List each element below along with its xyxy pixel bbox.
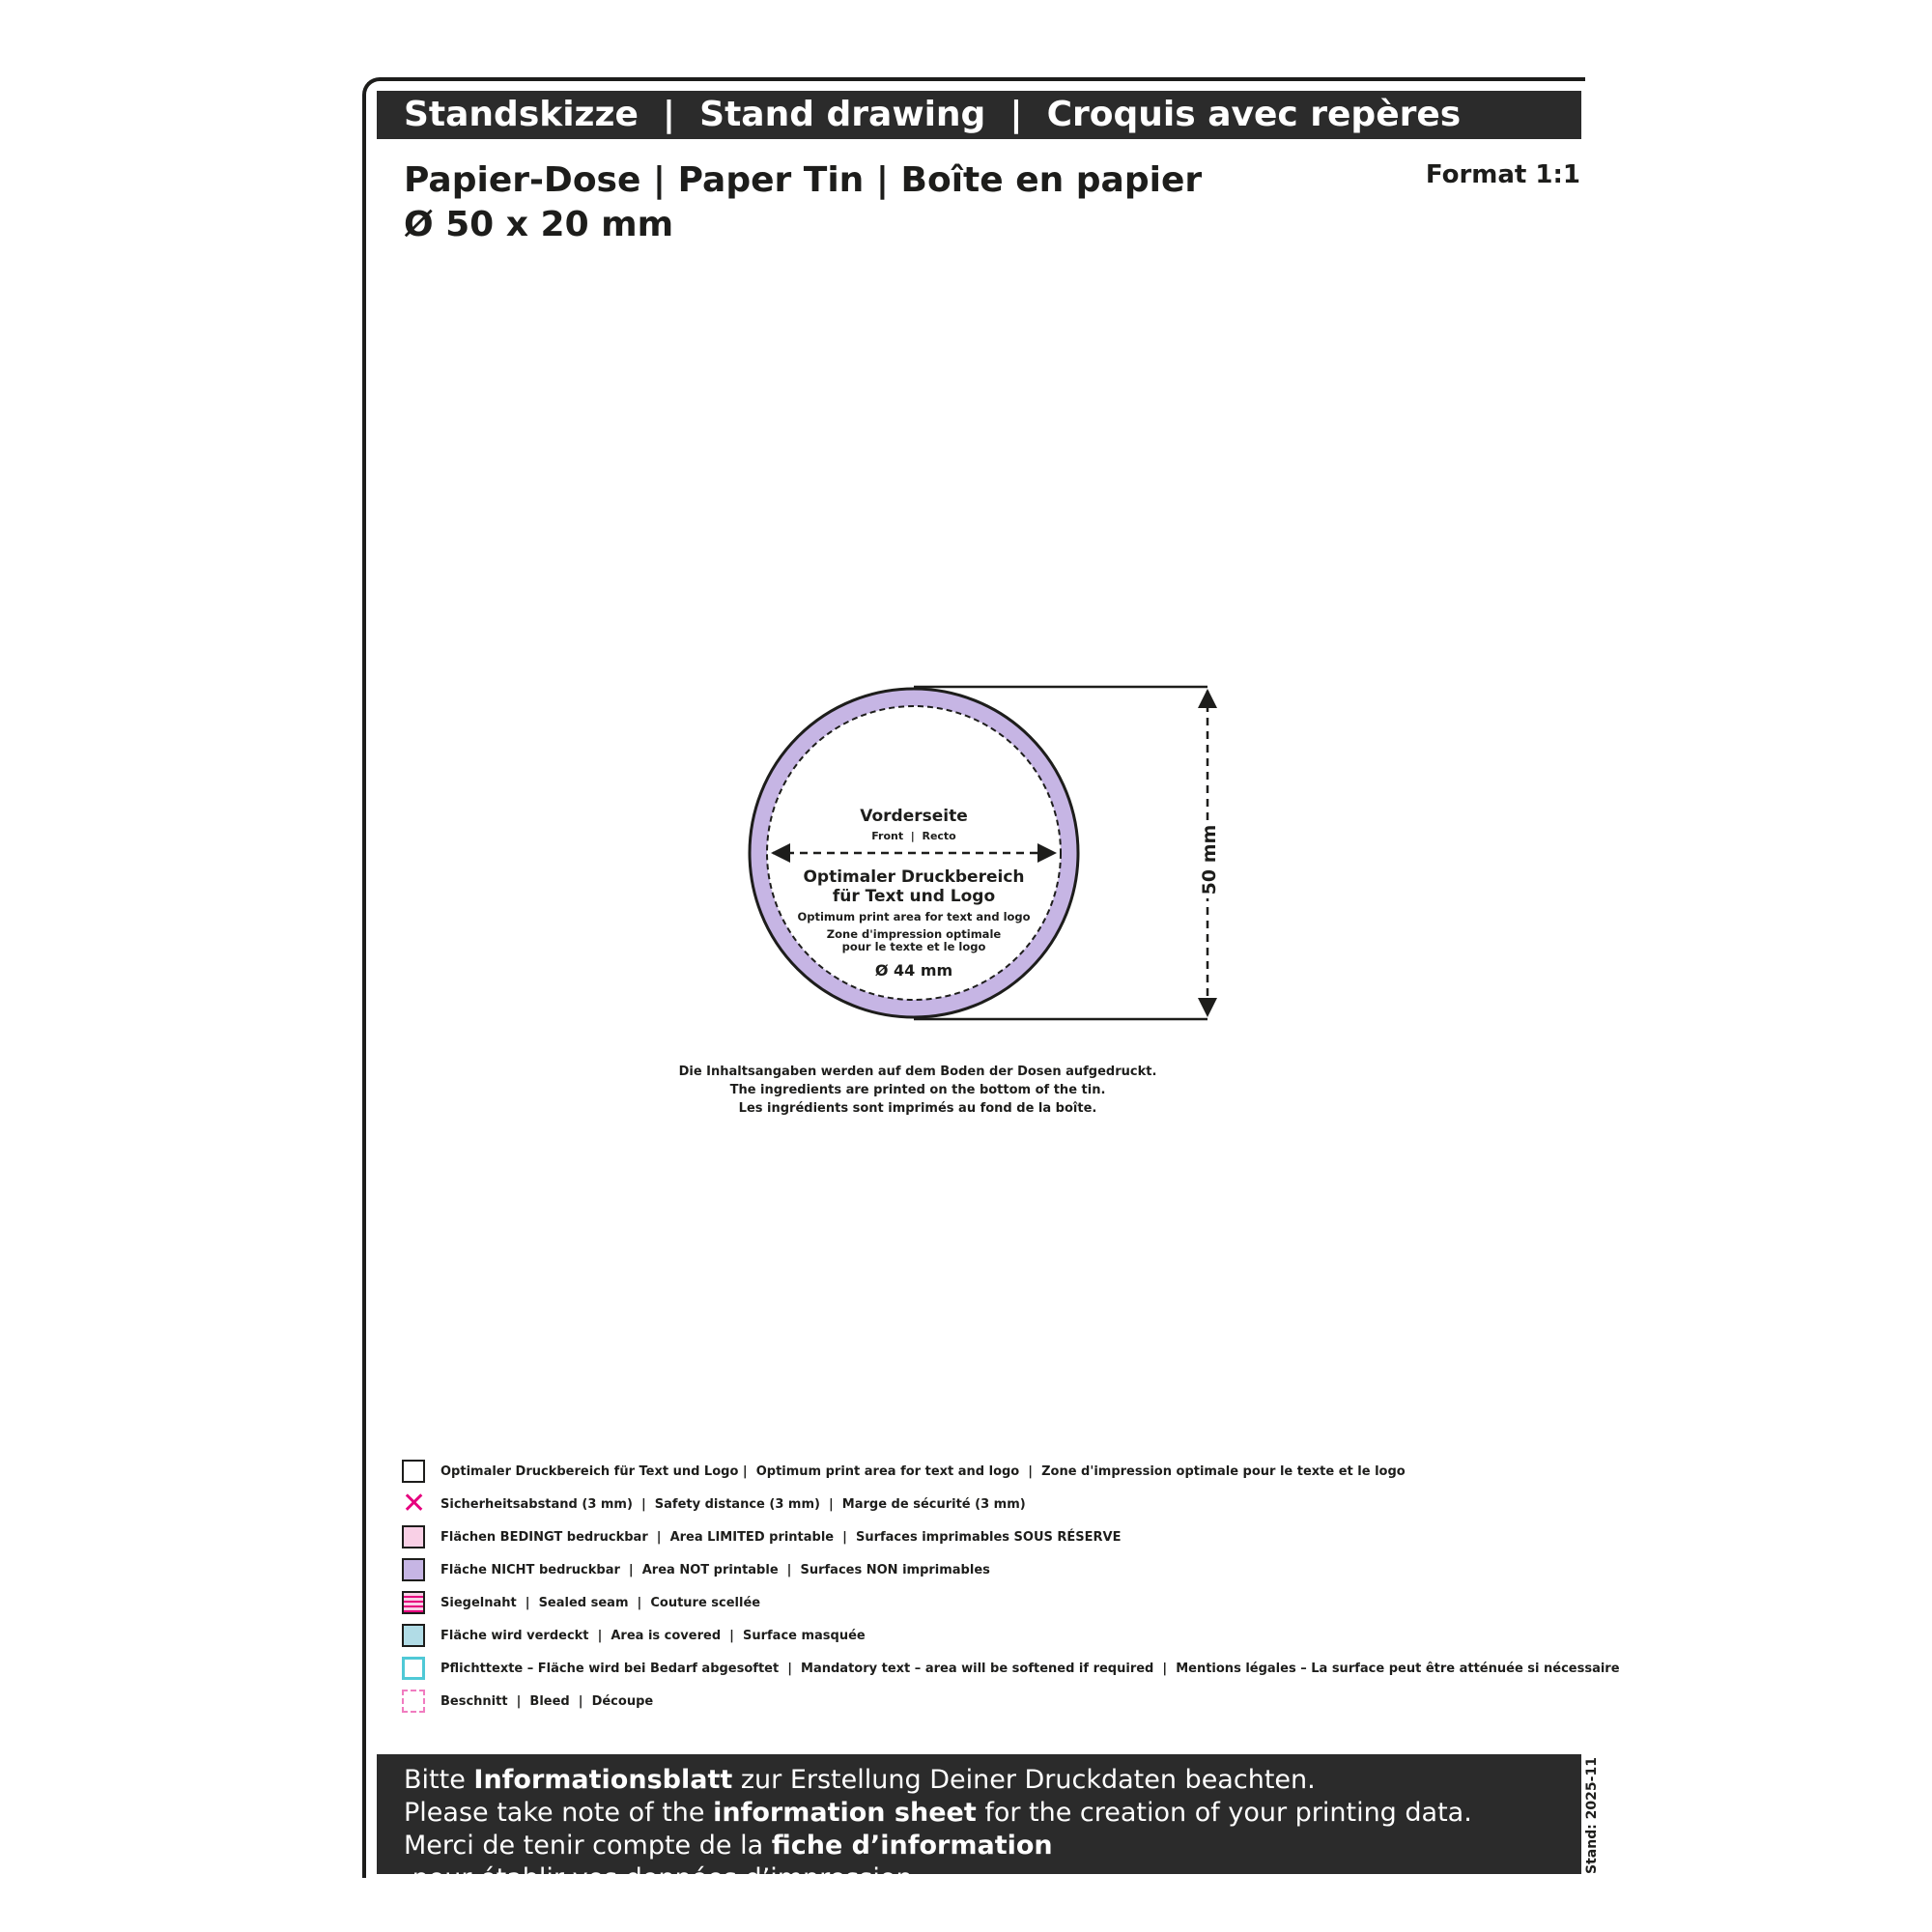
legend-item — [402, 1488, 1620, 1520]
mandatory-text-swatch-icon — [402, 1657, 425, 1680]
footer-line-fr — [404, 1830, 1554, 1895]
inner-diameter-label: Ø 44 mm — [874, 961, 953, 980]
sealed-seam-swatch-icon — [402, 1591, 425, 1614]
info-sheet-link-fr[interactable]: fiche d’information — [771, 1831, 1053, 1861]
legend-label: Fläche NICHT bedruckbar | Area NOT printable | Surfaces NON imprimables — [440, 1562, 990, 1577]
note-en: The ingredients are printed on the bottom of the tin. — [729, 1083, 1106, 1097]
footer-text: pour établir vos données d’impression. — [404, 1863, 922, 1893]
footer-line-en — [404, 1797, 1554, 1830]
legend-item — [402, 1685, 1620, 1718]
legend-item — [402, 1520, 1620, 1553]
legend-label: Beschnitt | Bleed | Découpe — [440, 1693, 654, 1709]
legend-item — [402, 1652, 1620, 1685]
note-fr: Les ingrédients sont imprimés au fond de la boîte. — [738, 1101, 1097, 1116]
print-area-fr-1: Zone d'impression optimale — [826, 927, 1002, 941]
legend — [402, 1455, 1620, 1718]
print-area-de-1: Optimaler Druckbereich — [803, 867, 1025, 887]
legend-item — [402, 1455, 1620, 1488]
optimal-area-swatch-icon — [402, 1460, 425, 1483]
height-dimension-label: 50 mm — [1199, 824, 1220, 895]
info-sheet-link-en[interactable]: information sheet — [713, 1798, 977, 1828]
footer-text: Bitte — [404, 1765, 474, 1795]
revision-stamp: Stand: 2025-11 — [1584, 1757, 1600, 1874]
print-area-en: Optimum print area for text and logo — [797, 910, 1031, 923]
header-title: Standskizze | Stand drawing | Croquis avec repères — [404, 95, 1462, 134]
legend-label: Optimaler Druckbereich für Text und Logo | Optimum print area for text and logo | Zone d'impression optimale pour le texte et le logo — [440, 1463, 1406, 1479]
legend-label: Flächen BEDINGT bedruckbar | Area LIMITED printable | Surfaces imprimables SOUS RÉSERVE — [440, 1529, 1122, 1545]
legend-label: Pflichttexte – Fläche wird bei Bedarf abgesoftet | Mandatory text – area will be softened if required | Mentions légales – La surface peut être atténuée si nécessaire — [440, 1661, 1620, 1676]
product-name: Papier-Dose | Paper Tin | Boîte en papier — [404, 160, 1203, 200]
legend-item — [402, 1553, 1620, 1586]
footer-text: zur Erstellung Deiner Druckdaten beachten. — [732, 1765, 1316, 1795]
format-label: Format 1:1 — [1425, 160, 1580, 189]
footer-text: for the creation of your printing data. — [976, 1798, 1472, 1828]
not-printable-swatch-icon — [402, 1558, 425, 1581]
safety-distance-x-icon: ✕ — [402, 1487, 427, 1520]
covered-area-swatch-icon — [402, 1624, 425, 1647]
footer-text: Please take note of the — [404, 1798, 714, 1828]
product-size: Ø 50 x 20 mm — [404, 205, 674, 244]
ingredients-note — [580, 1063, 1256, 1118]
legend-label: Fläche wird verdeckt | Area is covered | Surface masquée — [440, 1628, 866, 1643]
footer-line-de — [404, 1764, 1554, 1797]
print-area-fr-2: pour le texte et le logo — [841, 940, 986, 953]
info-sheet-link-de[interactable]: Informationsblatt — [473, 1765, 733, 1795]
legend-label: Siegelnaht | Sealed seam | Couture scellée — [440, 1595, 761, 1610]
print-area-de-2: für Text und Logo — [832, 887, 996, 906]
legend-item — [402, 1586, 1620, 1619]
front-label: Vorderseite — [860, 807, 968, 826]
info-footer — [377, 1754, 1581, 1893]
note-de: Die Inhaltsangaben werden auf dem Boden der Dosen aufgedruckt. — [678, 1065, 1157, 1079]
legend-label: Sicherheitsabstand (3 mm) | Safety distance (3 mm) | Marge de sécurité (3 mm) — [440, 1496, 1026, 1512]
limited-printable-swatch-icon — [402, 1525, 425, 1548]
front-sub-label: Front | Recto — [871, 830, 956, 842]
bleed-swatch-icon — [402, 1690, 425, 1713]
footer-text: Merci de tenir compte de la — [404, 1831, 772, 1861]
legend-item — [402, 1619, 1620, 1652]
